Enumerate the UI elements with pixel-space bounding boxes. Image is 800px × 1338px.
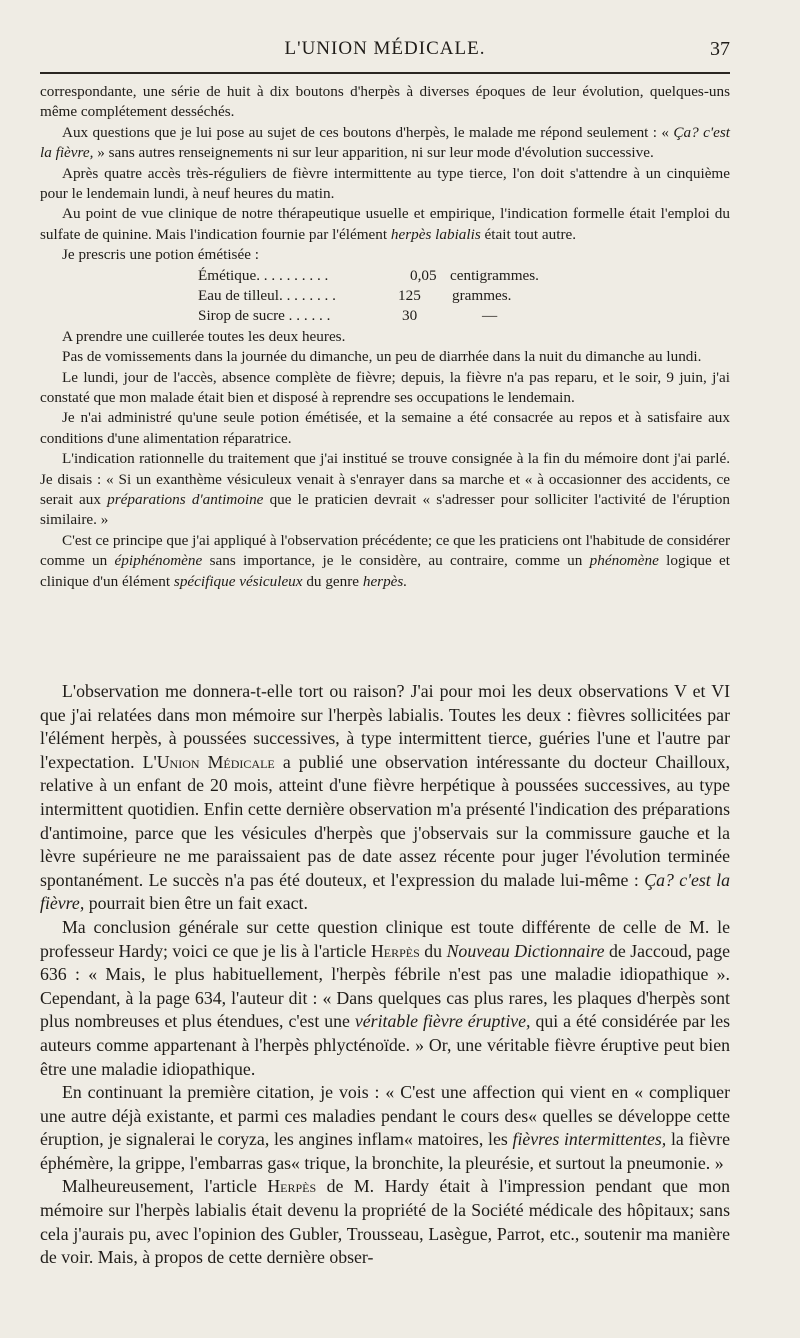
- quantity: 125: [398, 287, 421, 305]
- text-run: était tout autre.: [480, 225, 577, 243]
- text-run: En continuant la première citation, je vois : « C'est une affection qui vient en « compliquer une autre déjà existante, et parmi ces maladies pendant le cours des« quelles se développe cette éruption, je signalerai le coryza, les angines inflam« matoires, les: [40, 1082, 730, 1150]
- text-run: C'est ce principe que j'ai appliqué à l'observation précédente; ce que les praticiens ont l'habitude de considérer comme un: [40, 531, 730, 570]
- paragraph: [40, 916, 730, 1081]
- paragraph: [40, 1175, 730, 1269]
- paragraph: A prendre une cuillerée toutes les deux heures.: [62, 327, 346, 345]
- text-run: Au point de vue clinique de notre thérapeutique usuelle et empirique, l'indication formelle était l'emploi du sulfate de quinine. Mais l'indication fournie par l'élément: [40, 205, 730, 243]
- italic-quote: Ça? c'est la fièvre,: [40, 869, 730, 914]
- journal-title: L'UNION MÉDICALE.: [284, 38, 486, 59]
- italic-term: véritable fièvre éruptive,: [354, 1011, 531, 1032]
- text-run: L'indication rationnelle du traitement que j'ai institué se trouve consignée à la fin du mémoire dont j'ai parlé. Je disais : « Si un exanthème vésiculeux venait à s'enrayer dans sa marche et « à occasionner des accidents, ce serait aux: [40, 450, 730, 509]
- text-run: que le praticien devrait « s'adresser pour solliciter l'activité de l'éruption similaire. »: [40, 491, 730, 529]
- paragraph: [40, 204, 730, 245]
- text-run: logique et clinique d'un élément: [40, 552, 731, 590]
- prescription-table: [40, 266, 730, 327]
- text-run: de Jaccoud, page 636 : « Mais, le plus habituellement, l'herpès fébrile n'est pas une maladie idiopathique ». Cependant, à la page 634, l'auteur dit : « Dans quelques cas plus rares, les plaques d'herpès sont plus nombreuses et plus étendues, c'est une: [40, 940, 730, 1032]
- ingredient: Sirop de sucre . . . . . .: [198, 307, 331, 325]
- unit: —: [482, 307, 498, 325]
- paragraph: [40, 1081, 730, 1175]
- text-run: la fièvre éphémère, la grippe, l'embarras gas« trique, la bronchite, la pleurésie, et surtout la pneumonie. »: [40, 1129, 730, 1173]
- text-run: qui a été considérée par les auteurs comme appartenant à l'herpès phlycténoïde. » Or, une véritable fièvre éruptive peut bien être une maladie idiopathique.: [40, 1011, 731, 1079]
- prescription-row: [40, 306, 730, 326]
- italic-term: phénomène: [589, 552, 659, 570]
- text-run: de M. Hardy était à l'impression pendant que mon mémoire sur l'herpès labialis était devenu la propriété de la Société médicale des hôpitaux; sans cela j'aurais pu, avec l'opinion des Gubler, Trousseau, Lasègue, Parrot, etc., soutenir ma manière de voir. Mais, à propos de cette dernière obser-: [40, 1176, 730, 1268]
- unit: grammes.: [452, 287, 512, 305]
- prescription-row: [40, 286, 730, 306]
- page-number: 37: [710, 38, 730, 60]
- journal-name: L'Union Médicale: [142, 751, 275, 772]
- italic-title: Nouveau Dictionnaire: [446, 940, 605, 961]
- paragraph: Je n'ai administré qu'une seule potion émétisée, et la semaine a été consacrée au repos et à satisfaire aux conditions d'une alimentation réparatrice.: [40, 409, 730, 447]
- header-rule: [40, 72, 730, 74]
- paragraph: [40, 123, 730, 164]
- quantity: 0,05: [410, 266, 437, 284]
- unit: centigrammes.: [450, 266, 539, 284]
- paragraph: Le lundi, jour de l'accès, absence complète de fièvre; depuis, la fièvre n'a pas reparu, et le soir, 9 juin, j'ai constaté que mon malade était bien et disposé à reprendre ses occupations le lendemain.: [40, 368, 730, 407]
- italic-term: spécifique vésiculeux: [173, 572, 303, 590]
- quantity: 30: [402, 307, 418, 325]
- ingredient: Eau de tilleul. . . . . . . .: [198, 287, 336, 305]
- text-run: a publié une observation intéressante du docteur Chailloux, relative à un enfant de 20 mois, atteint d'une fièvre herpétique à poussées successives, au type intermittent quotidien. Enfin cette dernière observation m'a présenté l'indication des préparations d'antimoine, parce que les vésicules d'herpès que j'observais sur la commissure gauche et la lèvre supérieure ne me paraissaient pas de date assez récente pour juger l'évolution terminée spontanément. Le succès n'a pas été douteux, et l'expression du malade lui-même :: [40, 751, 730, 890]
- italic-term: épiphénomène: [114, 552, 203, 570]
- paragraph: correspondante, une série de huit à dix boutons d'herpès à diverses époques de leur évolution, quelques-uns même complétement desséchés.: [40, 83, 730, 121]
- text-run: pourrait bien être un fait exact.: [84, 893, 308, 914]
- paragraph: [40, 449, 730, 531]
- paragraph: [40, 531, 730, 592]
- running-header: [40, 38, 730, 64]
- ingredient: Émétique. . . . . . . . . .: [198, 266, 329, 284]
- article-name: Herpès: [267, 1176, 317, 1197]
- paragraph: [40, 680, 730, 916]
- prescription-row: [40, 266, 730, 286]
- text-run: Aux questions que je lui pose au sujet de ces boutons d'herpès, le malade me répond seulement : «: [62, 123, 674, 141]
- text-run: Ma conclusion générale sur cette question clinique est toute différente de celle de M. le professeur Hardy; voici ce que je lis à l'article: [40, 916, 730, 961]
- italic-term: préparations d'antimoine: [107, 491, 264, 509]
- text-run: L'observation me donnera-t-elle tort ou raison? J'ai pour moi les deux observations V et VI que j'ai relatées dans mon mémoire sur l'herpès labialis. Toutes les deux : fièvres sollicitées par l'élément herpès, à poussées successives, à type intermittent tierce, guéries l'une et l'autre par l'expectation.: [40, 681, 730, 772]
- text-run: » sans autres renseignements ni sur leur apparition, ni sur leur mode d'évolution successive.: [93, 144, 654, 162]
- italic-term: fièvres intermittentes,: [512, 1129, 667, 1150]
- paragraph: Pas de vomissements dans la journée du dimanche, un peu de diarrhée dans la nuit du dimanche au lundi.: [62, 348, 702, 366]
- text-run: du: [419, 940, 447, 961]
- paragraph: Après quatre accès très-réguliers de fièvre intermittente au type tierce, l'on doit s'attendre à un cinquième pour le lendemain lundi, à neuf heures du matin.: [40, 164, 730, 203]
- text-run: Malheureusement, l'article: [62, 1176, 268, 1197]
- italic-quote: Ça? c'est la fièvre,: [40, 123, 730, 162]
- paragraph: Je prescris une potion émétisée :: [62, 246, 259, 264]
- italic-term: herpès labialis: [390, 225, 481, 243]
- observation-text: [40, 82, 730, 592]
- text-run: du genre: [302, 572, 363, 590]
- discussion-text: [40, 680, 730, 1270]
- italic-term: herpès.: [362, 572, 408, 590]
- article-name: Herpès: [370, 940, 420, 961]
- text-run: sans importance, je le considère, au contraire, comme un: [202, 552, 590, 570]
